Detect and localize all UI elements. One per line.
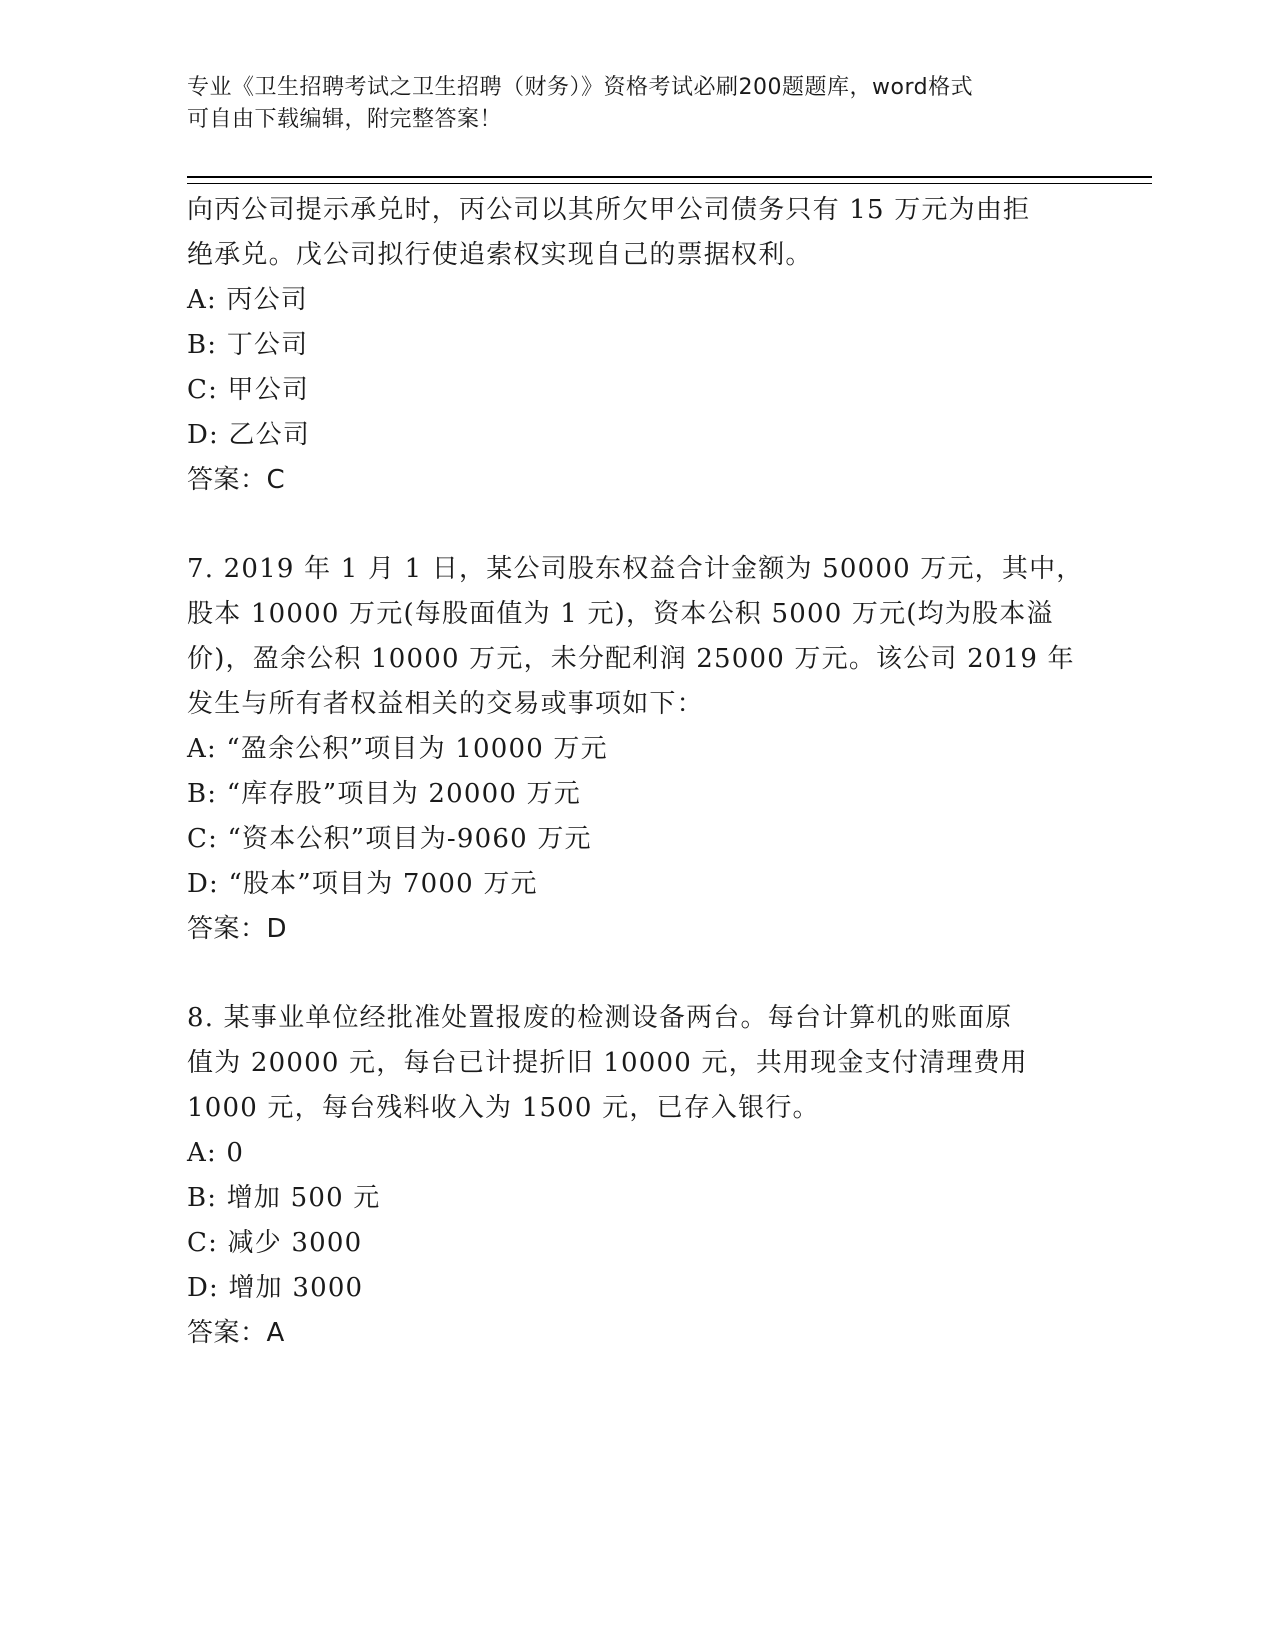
option-b: B: “库存股”项目为 20000 万元 — [187, 779, 581, 809]
question-stem-line: 股本 10000 万元(每股面值为 1 元)，资本公积 5000 万元(均为股本溢 — [187, 599, 1054, 629]
answer: 答案：C — [187, 465, 286, 495]
header-line-2: 可自由下载编辑，附完整答案！ — [187, 107, 503, 132]
option-a: A: 0 — [187, 1138, 245, 1168]
question-stem-line: 1000 元，每台残料收入为 1500 元，已存入银行。 — [187, 1093, 820, 1123]
question-stem-line: 7. 2019 年 1 月 1 日，某公司股东权益合计金额为 50000 万元，其中， — [187, 554, 1084, 584]
option-d: D: “股本”项目为 7000 万元 — [187, 869, 538, 899]
option-b: B: 丁公司 — [187, 330, 309, 360]
question-stem-line: 绝承兑。戊公司拟行使追索权实现自己的票据权利。 — [187, 240, 813, 270]
option-a: A: “盈余公积”项目为 10000 万元 — [187, 734, 608, 764]
option-b: B: 增加 500 元 — [187, 1183, 381, 1213]
option-d: D: 增加 3000 — [187, 1273, 364, 1303]
question-stem-line: 向丙公司提示承兑时，丙公司以其所欠甲公司债务只有 15 万元为由拒 — [187, 195, 1031, 225]
option-c: C: “资本公积”项目为-9060 万元 — [187, 824, 592, 854]
header-line-1: 专业《卫生招聘考试之卫生招聘（财务）》资格考试必刷200题题库，word格式 — [187, 75, 974, 100]
document-header — [187, 72, 1067, 136]
option-c: C: 减少 3000 — [187, 1228, 363, 1258]
question-stem-line: 值为 20000 元，每台已计提折旧 10000 元，共用现金支付清理费用 — [187, 1048, 1028, 1078]
answer: 答案：D — [187, 914, 288, 944]
option-a: A: 丙公司 — [187, 285, 309, 315]
question-content — [187, 188, 1087, 1356]
question-8 — [187, 996, 1087, 1356]
answer: 答案：A — [187, 1318, 285, 1348]
option-c: C: 甲公司 — [187, 375, 310, 405]
spacer — [187, 503, 1087, 547]
question-6 — [187, 188, 1087, 503]
question-stem-line: 发生与所有者权益相关的交易或事项如下： — [187, 689, 704, 719]
header-divider-thin — [187, 183, 1152, 184]
header-divider-thick — [187, 176, 1152, 178]
question-stem-line: 价)，盈余公积 10000 万元，未分配利润 25000 万元。该公司 2019 年 — [187, 644, 1075, 674]
question-7 — [187, 547, 1087, 952]
spacer — [187, 952, 1087, 996]
option-d: D: 乙公司 — [187, 420, 311, 450]
question-stem-line: 8. 某事业单位经批准处置报废的检测设备两台。每台计算机的账面原 — [187, 1003, 1013, 1033]
